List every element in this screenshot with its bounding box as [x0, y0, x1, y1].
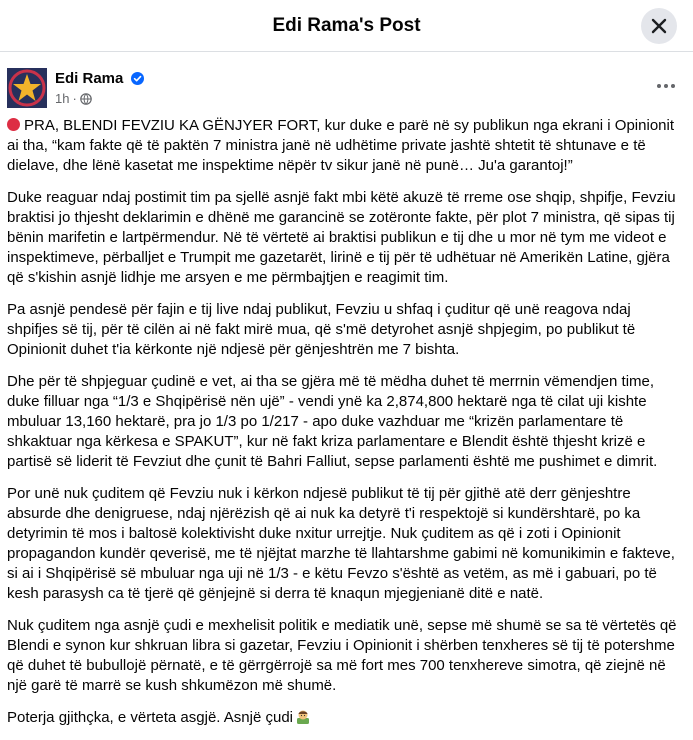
avatar-star-icon — [7, 68, 47, 108]
post-paragraph-7 — [7, 708, 683, 728]
more-options-button[interactable] — [652, 76, 680, 96]
post-header — [0, 0, 693, 52]
post-paragraph-4: Dhe për të shpjeguar çudinë e vet, ai tha se gjëra më të mëdha duhet të merrnin vëmendjen time, duke filluar nga “1/3 e Shqipërisë nën ujë” - vendi ynë ka 2,874,800 hektarë nga të cilat uji kishte mbuluar 13,160 hektarë, pra jo 1/3 po 1/217 - apo duke vazhduar me “krizën parlamentare të shkaktuar nga kërkesa e SPAKUT”, kur në fakt kriza parlamentare e Blendit është thjesht krizë e partisë së liderit të Fevziut dhe çunit të Bahri Falliut, sepse parlamenti është me pushimet e dimrit. — [7, 373, 658, 470]
globe-icon[interactable] — [80, 93, 92, 105]
post-meta — [55, 91, 92, 106]
verified-badge-icon — [131, 72, 144, 85]
post-author-row — [0, 60, 693, 112]
avatar[interactable] — [7, 68, 47, 108]
post-paragraph-6: Nuk çuditem nga asnjë çudi e mexhelisit politik e mediatik unë, sepse më shumë se sa të vërtetës që Blendi e synon kur shkruan libra si gazetar, Fevziu i Opinionit i shërben tenxheres së tij të potershme që duhet të bubullojë përnatë, e të gërrgërrojë sa më fort mes 700 tenxhereve simotra, që ziejnë në një garë të marrë se kush shkumëzon më shumë. — [7, 617, 677, 694]
post-paragraph-3: Pa asnjë pendesë për fajin e tij live ndaj publikut, Fevziu u shfaq i çuditur që unë reagova ndaj shpifjes së tij, për të cilën ai në fakt mirë mua, që s'më detyrohet asnjë shpjegim, po publikut të Opinionit duhet t'ia kërkonte një ndjesë për gënjeshtrën me 7 bishta. — [7, 301, 636, 358]
paragraph-text: Poterja gjithçka, e vërteta asgjë. Asnjë çudi — [7, 709, 293, 726]
author-name[interactable]: Edi Rama — [55, 70, 124, 87]
meta-separator: · — [72, 91, 77, 106]
face-emoji-icon — [295, 709, 311, 725]
paragraph-text: PRA, BLENDI FEVZIU KA GËNJYER FORT, kur duke e parë në sy publikun nga ekrani i Opinionit ai tha, “kam fakte që të paktën 7 ministra janë në udhëtime private jashtë shtetit të shtunave e të dielave, dhe lënë kasetat me inspektime nëpër tv sikur janë në punë… Ju'a garantoj!” — [7, 117, 675, 174]
close-button[interactable] — [641, 8, 677, 44]
author-name-wrap — [55, 70, 144, 87]
post-text — [7, 116, 683, 740]
more-options-icon — [656, 83, 676, 89]
post-timestamp[interactable]: 1h — [55, 91, 70, 106]
post-paragraph-2: Duke reaguar ndaj postimit tim pa sjellë asnjë fakt mbi këtë akuzë të rreme ose shqip, shpifje, Fevziu braktisi jo thjesht deklarimin e dhënë me garancinë se zotëronte fakte, për plot 7 ministra, që sipas tij bënin marifetin e lartpërmendur. Në të vërtetë ai braktisi publikun e tij dhe u mor në tym me videot e inspektimeve, përballjet e Trumpit me gazetarët, lirinë e tij për të udhëtuar në Amerikën Latine, gjëra që s'kishin asnjë lidhje me arsyen e me përmbajtjen e reagimit tim. — [7, 189, 676, 286]
close-icon — [651, 18, 667, 34]
post-paragraph-1 — [7, 116, 683, 176]
page-title: Edi Rama's Post — [272, 15, 421, 36]
red-circle-icon — [7, 118, 20, 131]
post-paragraph-5: Por unë nuk çuditem që Fevziu nuk i kërkon ndjesë publikut të tij për gjithë atë derr gënjeshtre absurde dhe denigruese, ndaj njërëzish që ai nuk ka detyrë t'i respektojë si kundërshtarë, po ka detyrimin të mos i baltosë kolektivisht duke nxitur urrejtje. Nuk çuditem as që i zoti i Opinionit propagandon kundër qeverisë, me të njëjtat marzhe të llahtarshme gabimi në komunikimin e fakteve, si ai i Shqipërisë së mbuluar nga uji në 1/3 - e këtu Fevzo s'është as vetëm, as më i gabuari, po të kesh parasysh ca të tjerë që gënjejnë si derra të knaqun mjegjenianë ditë e natë. — [7, 485, 675, 602]
